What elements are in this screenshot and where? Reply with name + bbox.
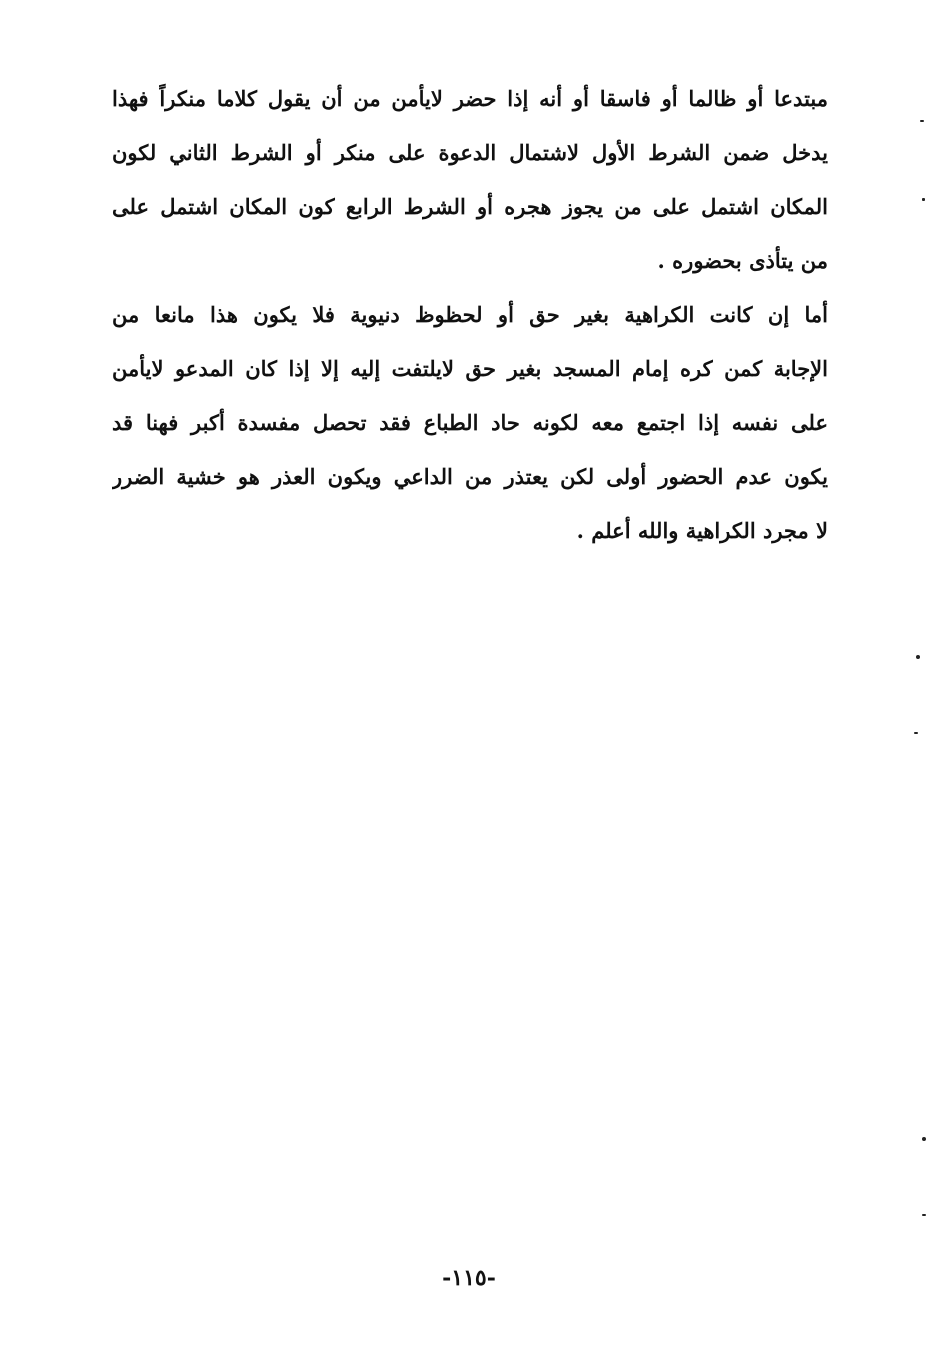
- scan-speck: [920, 120, 924, 122]
- scan-speck: [914, 732, 918, 734]
- text-line: المكان اشتمل على من يجوز هجره أو الشرط الرابع كون المكان اشتمل على: [112, 194, 828, 219]
- page-number: -١١٥-: [442, 1265, 496, 1291]
- paragraph-1: [112, 72, 828, 288]
- paragraph-2: [112, 288, 828, 558]
- text-line: يدخل ضمن الشرط الأول لاشتمال الدعوة على منكر أو الشرط الثاني لكون: [112, 140, 828, 165]
- text-line: يكون عدم الحضور أولى لكن يعتذر من الداعي ويكون العذر هو خشية الضرر: [112, 464, 828, 489]
- body-text: [112, 72, 828, 558]
- scan-speck: [916, 655, 920, 659]
- text-line: من يتأذى بحضوره .: [657, 248, 828, 273]
- text-line: الإجابة كمن كره إمام المسجد بغير حق لايلتفت إليه إلا إذا كان المدعو لايأمن: [112, 356, 828, 381]
- scan-speck: [922, 1137, 926, 1141]
- text-line: لا مجرد الكراهية والله أعلم .: [576, 518, 828, 543]
- scan-speck: [922, 198, 925, 201]
- text-line: أما إن كانت الكراهية بغير حق أو لحظوظ دنيوية فلا يكون هذا مانعا من: [112, 302, 828, 327]
- scan-speck: [922, 1214, 926, 1216]
- text-line: على نفسه إذا اجتمع معه لكونه حاد الطباع فقد تحصل مفسدة أكبر فهنا قد: [112, 410, 828, 435]
- text-line: مبتدعا أو ظالما أو فاسقا أو أنه إذا حضر لايأمن من أن يقول كلاما منكراً فهذا: [112, 86, 828, 111]
